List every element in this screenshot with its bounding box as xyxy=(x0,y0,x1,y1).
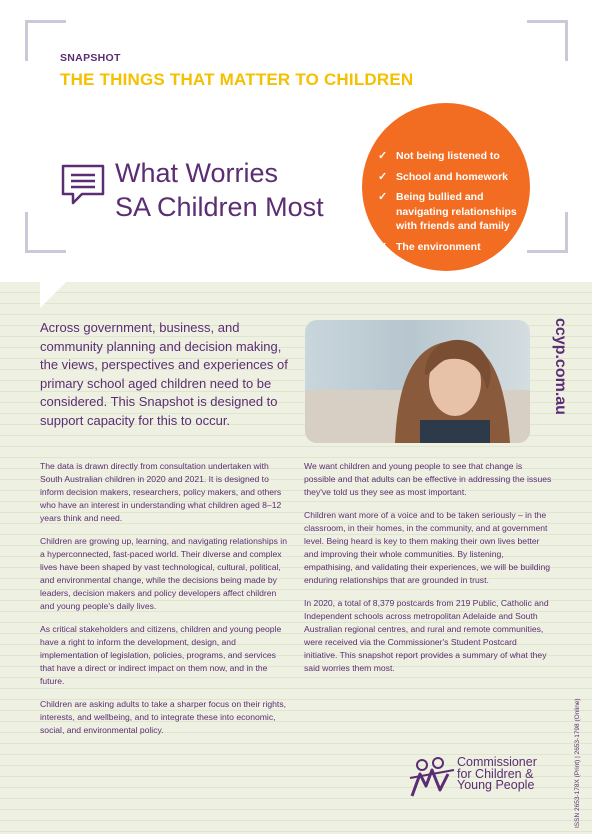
checkmark-icon: ✓ xyxy=(378,170,388,183)
body-paragraph: We want children and young people to see that change is possible and that adults can be effective in addressing the issues they've told us they see as most important. xyxy=(304,461,552,497)
worry-item: ✓ School and homework xyxy=(378,170,509,183)
body-paragraph: In 2020, a total of 8,379 postcards from 219 Public, Catholic and Independent schools across metropolitan Adelaide and South Australian regional centres, and rural and remote communities, were received via the Commissioner's Student Postcard initiative. This snapshot report provides a summary of what they said worries them most. xyxy=(304,598,549,673)
checkmark-icon: ✓ xyxy=(378,240,388,253)
intro-paragraph: Across government, business, and community planning and decision making, the views, perspectives and experiences of primary school aged children need to be considered. This Snapshot is designed to support capacity for this to occur. xyxy=(40,320,288,428)
body-paragraph: Children are growing up, learning, and navigating relationships in a hyperconnected, fast-paced world. Their diverse and complex lives have been shaped by vast technological, cultural, political, and environmental change, while the decisions being made by leaders, decision makers and policy developers affect children and young people's daily lives. xyxy=(40,536,287,611)
checkmark-icon: ✓ xyxy=(378,150,388,162)
body-paragraph: The data is drawn directly from consultation undertaken with South Australian children in 2020 and 2021. It is designed to inform decision makers, researchers, policy makers, and others who have an interest in understanding what children aged 8–12 years think and need. xyxy=(40,461,282,523)
website-url: ccyp.com.au xyxy=(552,318,569,415)
worries-list xyxy=(378,149,538,260)
child-photo xyxy=(305,320,530,443)
worry-item: ✓ The environment xyxy=(378,240,481,253)
commissioner-logo-icon xyxy=(408,756,456,798)
corner-top-right xyxy=(527,20,568,61)
right-column xyxy=(304,460,552,685)
page-subtitle: THE THINGS THAT MATTER TO CHILDREN xyxy=(60,70,414,89)
page-title-line-2: SA Children Most xyxy=(115,192,324,222)
checkmark-icon: ✓ xyxy=(378,191,388,203)
body-paragraph: As critical stakeholders and citizens, children and young people have a right to inform the development, design, and implementation of legislation, policies, programs, and services that have a direct or indirect impact on them now, and in the future. xyxy=(40,624,282,686)
left-column xyxy=(40,460,288,747)
speech-bubble-icon xyxy=(60,163,106,207)
corner-mid-left xyxy=(25,212,66,253)
worry-item: ✓ Not being listened to xyxy=(378,150,500,162)
eyebrow-label: SNAPSHOT xyxy=(60,52,121,64)
body-paragraph: Children are asking adults to take a sharper focus on their rights, interests, and wellbeing, and to integrate these into economic, social, and environmental policy. xyxy=(40,699,287,735)
issn-label: ISSN 2653-178X (Print) | 2653-1798 (Online) xyxy=(574,698,581,828)
body-paragraph: Children want more of a voice and to be taken seriously – in the classroom, in their homes, in the community, and at government level. Being heard is key to them making their own lives better and improving their whole communities. By listening, empathising, and validating their experiences, we will be building enduring relationships that are grounded in trust. xyxy=(304,510,551,585)
commissioner-logo-text: Commissioner for Children & Young People xyxy=(457,755,537,792)
speech-tab-shape xyxy=(40,282,66,308)
page-title-line-1: What Worries xyxy=(115,158,279,188)
worry-item: ✓ Being bullied and navigating relationships with friends and family xyxy=(378,191,517,232)
